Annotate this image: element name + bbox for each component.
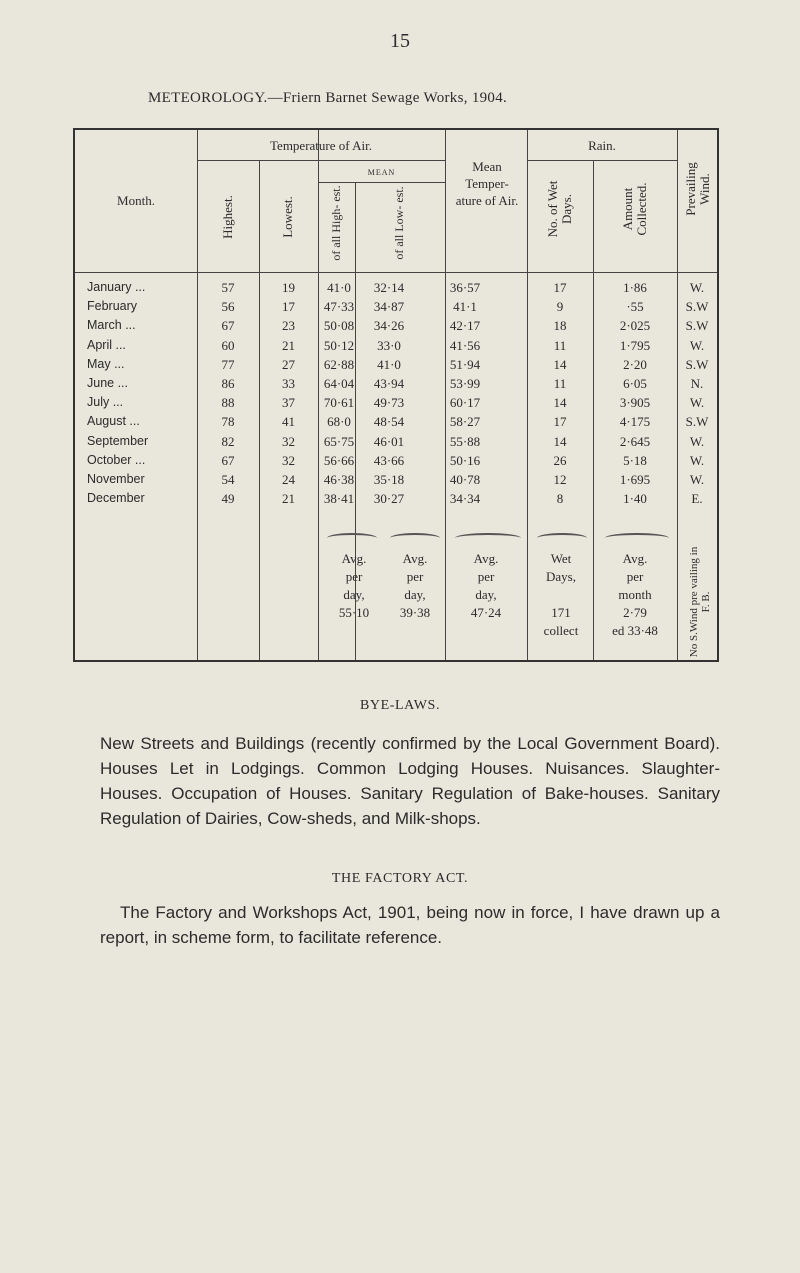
cell-amount: 1·40 [623, 491, 647, 507]
cell-lowest: 32 [282, 433, 295, 449]
cell-wet-days: 9 [556, 299, 564, 315]
brace-mean-high [327, 533, 377, 543]
header-temperature: Temperature of Air. [270, 138, 372, 153]
cell-mean-temp: 58·27 [449, 414, 481, 430]
summary-mean-low: Avg. per day, 39·38 [399, 551, 431, 620]
cell-highest: 54 [221, 472, 235, 487]
cell-amount: 2·645 [619, 433, 651, 449]
summary-amount: Avg. per month 2·79 ed 33·48 [612, 551, 658, 638]
cell-mean-low: 34·26 [373, 318, 405, 334]
cell-highest: 60 [221, 337, 235, 353]
cell-month: December [87, 491, 145, 506]
cell-wind: W. [689, 395, 705, 411]
cell-lowest: 23 [282, 318, 295, 334]
cell-highest: 78 [221, 414, 235, 430]
cell-wind: W. [689, 280, 705, 295]
cell-amount: 1·795 [619, 337, 651, 353]
cell-month: August ... [87, 414, 140, 429]
cell-lowest: 21 [282, 491, 295, 507]
cell-wet-days: 18 [553, 318, 567, 334]
cell-month: November [87, 472, 145, 486]
cell-month: April ... [87, 337, 126, 352]
factory-act-heading: THE FACTORY ACT. [331, 871, 469, 886]
cell-mean-low: 41·0 [377, 356, 401, 372]
cell-mean-high: 62·88 [323, 356, 355, 372]
cell-mean-temp: 50·16 [449, 452, 481, 468]
cell-wet-days: 14 [553, 433, 567, 449]
brace-amount [605, 533, 669, 543]
cell-wind: S.W [685, 318, 709, 334]
cell-lowest: 27 [282, 356, 295, 372]
header-mean-temperature: Mean Temper- ature of Air. [455, 159, 519, 208]
cell-highest: 67 [221, 318, 235, 334]
cell-mean-temp: 42·17 [449, 318, 481, 334]
summary-mean-temp: Avg. per day, 47·24 [470, 551, 502, 620]
cell-highest: 86 [221, 376, 235, 391]
cell-highest: 67 [221, 452, 235, 468]
cell-month: June ... [87, 376, 128, 390]
cell-mean-high: 56·66 [323, 452, 355, 468]
header-wind: Prevailing Wind. [683, 162, 712, 216]
cell-wet-days: 12 [553, 472, 567, 487]
cell-lowest: 41 [282, 414, 295, 430]
cell-wind: N. [690, 376, 704, 391]
cell-mean-low: 33·0 [377, 337, 401, 353]
cell-month: May ... [87, 356, 125, 371]
page-title: METEOROLOGY.—Friern Barnet Sewage Works, 1904. [148, 90, 508, 106]
cell-wind: W. [689, 452, 705, 468]
cell-mean-high: 64·04 [323, 376, 355, 391]
cell-lowest: 24 [282, 472, 295, 487]
cell-mean-temp: 55·88 [449, 433, 481, 449]
cell-month: January ... [87, 280, 146, 294]
cell-mean-low: 32·14 [373, 280, 405, 295]
cell-wind: E. [691, 491, 703, 507]
cell-mean-high: 46·38 [323, 472, 355, 487]
cell-mean-temp: 36·57 [449, 280, 481, 295]
cell-mean-temp: 40·78 [449, 472, 481, 487]
cell-lowest: 37 [282, 395, 295, 411]
cell-wet-days: 11 [553, 376, 567, 391]
summary-mean-high: Avg. per day, 55·10 [338, 551, 370, 620]
cell-amount: 1·695 [619, 472, 651, 487]
cell-lowest: 33 [282, 376, 295, 391]
cell-highest: 56 [221, 299, 235, 315]
header-rain: Rain. [588, 138, 616, 153]
cell-amount: 5·18 [623, 452, 647, 468]
cell-wind: S.W [685, 414, 709, 430]
cell-amount: 4·175 [619, 414, 651, 430]
cell-amount: 2·025 [619, 318, 651, 334]
cell-mean-high: 38·41 [323, 491, 355, 507]
cell-mean-high: 47·33 [323, 299, 355, 315]
byelaws-text: New Streets and Buildings (recently confirmed by the Local Government Board). Houses Let in Lodgings. Common Lodging Houses. Nuisances. Slaughter-Houses. Occupation of Houses. Sanitary Regulation of Bake-houses. Sanitary Regulation of Dairies, Cow-sheds, and Milk-shops. [100, 734, 720, 828]
cell-highest: 57 [221, 280, 235, 295]
factory-act-text: The Factory and Workshops Act, 1901, being now in force, I have drawn up a report, in scheme form, to facilitate reference. [100, 903, 720, 947]
header-amount: Amount Collected. [620, 182, 649, 236]
cell-lowest: 19 [282, 280, 295, 295]
cell-lowest: 32 [282, 452, 295, 468]
cell-mean-temp: 34·34 [449, 491, 481, 507]
cell-amount: ·55 [626, 299, 644, 315]
cell-wet-days: 17 [553, 280, 567, 295]
summary-wind-note: No S.Wind pre vailing in F. B. [688, 546, 712, 658]
cell-mean-low: 35·18 [373, 472, 405, 487]
cell-amount: 6·05 [623, 376, 647, 391]
cell-mean-temp: 53·99 [449, 376, 481, 391]
cell-lowest: 17 [282, 299, 295, 315]
cell-amount: 1·86 [623, 280, 647, 295]
cell-month: September [87, 433, 149, 448]
cell-wind: W. [689, 337, 705, 353]
cell-wet-days: 11 [553, 337, 567, 353]
brace-mean-low [390, 533, 440, 543]
cell-mean-low: 43·66 [373, 452, 405, 468]
header-highest: Highest. [220, 195, 235, 239]
cell-mean-temp: 41·1 [453, 299, 477, 315]
cell-mean-high: 41·0 [327, 280, 351, 295]
cell-mean-high: 70·61 [323, 395, 355, 411]
cell-mean-temp: 41·56 [449, 337, 481, 353]
cell-month: October ... [87, 452, 146, 467]
cell-mean-temp: 60·17 [449, 395, 481, 411]
cell-mean-low: 49·73 [373, 395, 405, 411]
header-wet-days: No. of Wet Days. [545, 180, 574, 238]
cell-month: February [87, 299, 138, 314]
cell-wind: S.W [685, 299, 709, 315]
cell-mean-high: 50·12 [323, 337, 355, 353]
cell-mean-low: 46·01 [373, 433, 405, 449]
cell-wet-days: 14 [553, 395, 567, 411]
cell-mean-low: 30·27 [373, 491, 405, 507]
cell-mean-high: 68·0 [327, 414, 351, 430]
cell-mean-temp: 51·94 [449, 356, 481, 372]
cell-wind: S.W [685, 356, 709, 372]
cell-wet-days: 8 [556, 491, 564, 507]
cell-amount: 3·905 [619, 395, 651, 411]
byelaws-heading: BYE-LAWS. [359, 698, 441, 713]
cell-month: July ... [87, 395, 124, 410]
cell-highest: 49 [221, 491, 235, 507]
cell-mean-low: 48·54 [373, 414, 405, 430]
cell-wind: W. [689, 433, 705, 449]
cell-mean-low: 43·94 [373, 376, 405, 391]
summary-wet-days: Wet Days, 171 collect [543, 551, 579, 638]
meteorology-table [73, 128, 719, 662]
cell-wet-days: 26 [553, 452, 567, 468]
cell-wind: W. [689, 472, 705, 487]
cell-highest: 88 [221, 395, 235, 411]
brace-mean-temp [455, 533, 521, 543]
cell-amount: 2·20 [623, 356, 647, 372]
page-number: 15 [390, 30, 410, 52]
header-month: Month. [117, 193, 155, 208]
cell-mean-high: 50·08 [323, 318, 355, 334]
header-mean-high: of all High- est. [329, 185, 343, 261]
cell-month: March ... [87, 318, 136, 333]
cell-mean-high: 65·75 [323, 433, 355, 449]
brace-wet-days [537, 533, 587, 543]
header-mean: MEAN [367, 168, 396, 177]
header-mean-low: of all Low- est. [392, 186, 406, 260]
cell-wet-days: 17 [553, 414, 567, 430]
cell-lowest: 21 [282, 337, 295, 353]
cell-highest: 77 [221, 356, 235, 372]
header-lowest: Lowest. [280, 196, 295, 238]
cell-highest: 82 [221, 433, 235, 449]
cell-wet-days: 14 [553, 356, 567, 372]
cell-mean-low: 34·87 [373, 299, 405, 315]
